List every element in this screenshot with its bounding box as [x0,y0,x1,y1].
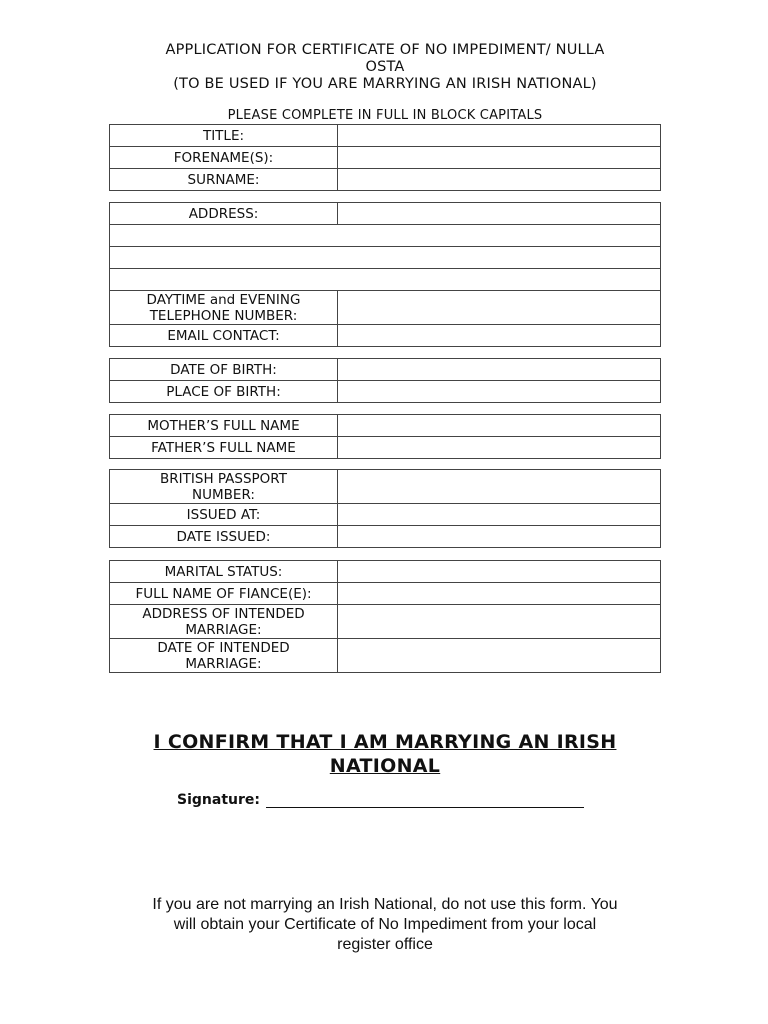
title-line-2: OSTA [365,59,405,75]
marriage-date-label-line-1: DATE OF INTENDED [157,639,290,656]
table-row [110,583,661,605]
email-label: EMAIL CONTACT: [110,325,338,347]
table-row [110,203,661,225]
telephone-label-line-1: DAYTIME and EVENING [146,291,301,308]
fiance-name-label: FULL NAME OF FIANCE(E): [110,583,338,605]
confirmation-line-2: NATIONAL [329,755,441,777]
fathers-name-label: FATHER’S FULL NAME [110,437,338,459]
marriage-address-label-line-1: ADDRESS OF INTENDED [142,605,305,622]
passport-number-label [110,470,338,504]
mothers-name-label: MOTHER’S FULL NAME [110,415,338,437]
instruction-text: PLEASE COMPLETE IN FULL IN BLOCK CAPITALS [227,108,543,123]
telephone-field[interactable] [338,291,661,325]
date-issued-label: DATE ISSUED: [110,526,338,548]
table-row [110,269,661,291]
passport-number-field[interactable] [338,470,661,504]
table-row [110,125,661,147]
email-field[interactable] [338,325,661,347]
issued-at-field[interactable] [338,504,661,526]
table-row [110,415,661,437]
marriage-date-label-line-2: MARRIAGE: [185,655,262,672]
marital-status-label: MARITAL STATUS: [110,561,338,583]
table-row [110,247,661,269]
fathers-name-field[interactable] [338,437,661,459]
table-row [110,470,661,504]
parents-details-table [109,414,661,459]
marital-status-field[interactable] [338,561,661,583]
table-row [110,437,661,459]
place-of-birth-label: PLACE OF BIRTH: [110,381,338,403]
marriage-date-field[interactable] [338,639,661,673]
confirmation-statement [110,730,660,778]
address-line-4-field[interactable] [110,269,661,291]
mothers-name-field[interactable] [338,415,661,437]
personal-details-table [109,124,661,191]
date-of-birth-label: DATE OF BIRTH: [110,359,338,381]
marriage-address-label-line-2: MARRIAGE: [185,621,262,638]
telephone-label-line-2: TELEPHONE NUMBER: [149,307,298,324]
title-field[interactable] [338,125,661,147]
footer-line-2: will obtain your Certificate of No Impediment from your local [173,916,597,933]
date-of-birth-field[interactable] [338,359,661,381]
table-row [110,561,661,583]
table-row [110,359,661,381]
table-row [110,526,661,548]
table-row [110,325,661,347]
forenames-label: FORENAME(S): [110,147,338,169]
title-line-1: APPLICATION FOR CERTIFICATE OF NO IMPEDIMENT/ NULLA [165,42,605,58]
passport-details-table [109,469,661,548]
marriage-address-field[interactable] [338,605,661,639]
issued-at-label: ISSUED AT: [110,504,338,526]
address-field[interactable] [338,203,661,225]
contact-details-table [109,202,661,347]
address-line-2-field[interactable] [110,225,661,247]
footer-line-1: If you are not marrying an Irish National, do not use this form. You [152,896,618,913]
address-line-3-field[interactable] [110,247,661,269]
passport-number-label-line-1: BRITISH PASSPORT [160,470,287,487]
table-row [110,291,661,325]
table-row [110,225,661,247]
footer-line-3: register office [337,936,433,953]
table-row [110,605,661,639]
surname-field[interactable] [338,169,661,191]
marriage-address-label [110,605,338,639]
table-row [110,639,661,673]
footer-note [110,895,660,955]
form-title [110,42,660,93]
address-label: ADDRESS: [110,203,338,225]
table-row [110,169,661,191]
passport-number-label-line-2: NUMBER: [192,486,255,503]
confirmation-line-1: I CONFIRM THAT I AM MARRYING AN IRISH [153,731,617,753]
table-row [110,381,661,403]
title-label: TITLE: [110,125,338,147]
birth-details-table [109,358,661,403]
fiance-name-field[interactable] [338,583,661,605]
marriage-details-table [109,560,661,673]
marriage-date-label [110,639,338,673]
signature-line[interactable] [266,793,584,808]
place-of-birth-field[interactable] [338,381,661,403]
table-row [110,504,661,526]
title-line-3: (TO BE USED IF YOU ARE MARRYING AN IRISH NATIONAL) [173,76,597,92]
date-issued-field[interactable] [338,526,661,548]
forenames-field[interactable] [338,147,661,169]
table-row [110,147,661,169]
signature-label: Signature: [177,792,260,808]
signature-block [177,792,584,808]
surname-label: SURNAME: [110,169,338,191]
telephone-label [110,291,338,325]
